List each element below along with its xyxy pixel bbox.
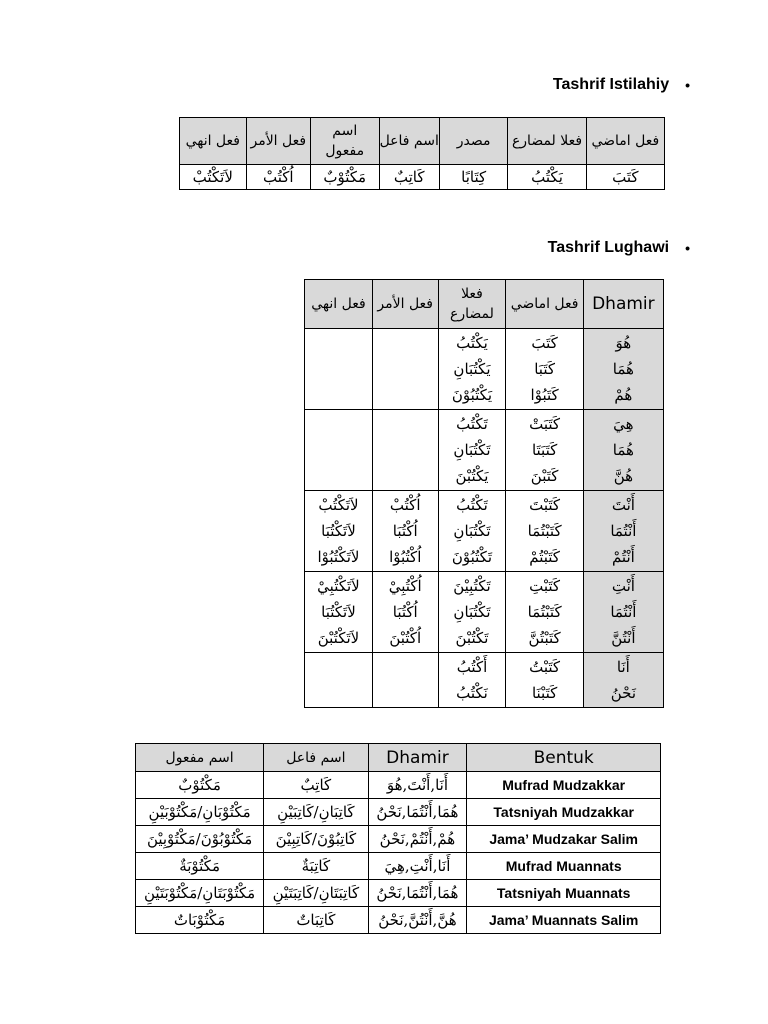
dhamir-cell [583,329,663,410]
dhamir-cell [583,572,663,653]
header-cell: فعل الأمر [372,280,438,329]
header-cell: Dhamir [583,280,663,329]
table-header-row [305,280,664,329]
header-cell: اسم مفعول [136,744,264,772]
cell-line [305,680,372,706]
nahi-cell [305,329,373,410]
table-cell: مَكْتُوْبَاتٌ [136,907,264,934]
header-cell: فعل اماضي [586,118,664,165]
cell-line: هُوَ [615,334,632,352]
table-row [305,329,664,410]
cell-line: هِيَ [613,415,634,433]
amr-cell [372,572,438,653]
table-cell: مَكْتُوْبُوْنَ/مَكْتُوْبِيْنَ [136,826,264,853]
cell-line: كَتَبْنَا [531,684,558,702]
nahi-cell [305,653,373,708]
header-cell: فعل انهي [305,280,373,329]
bullet-icon: • [685,240,690,256]
tashrif-istilahiy-table [179,117,665,190]
cell-line: كَتَبْتُمْ [529,548,560,566]
cell-line [305,356,372,382]
table-cell: كِتَابًا [439,165,507,190]
cell-line [305,382,372,408]
cell-line [305,330,372,356]
cell-line: هُنَّ [613,467,634,485]
cell-line: يَكْتُبُ [456,334,488,352]
cell-line: اُكْتُبَا [392,522,418,540]
nahi-cell [305,572,373,653]
section-heading-lughawi [548,239,690,257]
table-cell: كَاتِبَةٌ [264,853,368,880]
table-row [136,880,661,907]
cell-line: كَتَبَتَا [531,441,558,459]
table-row [136,826,661,853]
amr-cell [372,329,438,410]
madhi-cell [506,491,583,572]
cell-line: اُكْتُبِيْ [388,577,422,595]
cell-line: تَكْتُبِيْنَ [453,577,491,595]
header-cell: اسم فاعل [379,118,439,165]
cell-line: تَكْتُبَانِ [453,522,491,540]
bullet-icon: • [685,77,690,93]
cell-line: هُمَا [612,360,634,378]
table-cell: هُمَا,أَنْتُمَا,نَحْنُ [368,799,467,826]
header-cell: فعلا لمضارع [438,280,506,329]
cell-line [373,411,438,437]
cell-line: أَنْتِ [611,577,635,595]
cell-line: نَحْنُ [610,684,637,702]
cell-line [373,330,438,356]
header-cell: Dhamir [368,744,467,772]
table-cell: كَاتِبَانِ/كَاتِبَيْنِ [264,799,368,826]
amr-cell [372,491,438,572]
cell-line: تَكْتُبَانِ [453,603,491,621]
cell-line: أَنْتُمَا [610,522,637,540]
table-cell: Mufrad Muannats [467,853,661,880]
header-cell: فعل الأمر [246,118,310,165]
table-row [305,572,664,653]
table-cell: كَاتِبٌ [264,772,368,799]
table-row [180,165,665,190]
cell-line: تَكْتُبُ [456,415,488,433]
table-cell: مَكْتُوْبٌ [136,772,264,799]
table-header-row [180,118,665,165]
table-row [305,410,664,491]
amr-cell [372,653,438,708]
cell-line: يَكْتُبُوْنَ [451,386,493,404]
table-cell: لاَتَكْتُبْ [180,165,247,190]
cell-line: كَتَبْتُمَا [527,522,562,540]
section-heading-istilahiy [553,76,690,94]
cell-line [373,654,438,680]
cell-line: أَنْتُمَا [610,603,637,621]
table-cell: Tatsniyah Mudzakkar [467,799,661,826]
cell-line: لاَتَكْتُبُوْا [317,548,360,566]
table-cell: اُكْتُبْ [246,165,310,190]
table-cell: يَكْتُبُ [508,165,586,190]
header-cell: اسم مفعول [310,118,379,165]
table-row [136,799,661,826]
table-cell: مَكْتُوْبٌ [310,165,379,190]
section-title: Tashrif Istilahiy [552,76,670,93]
cell-line: أَكْتُبُ [456,658,488,676]
table-row [305,491,664,572]
cell-line: اُكْتُبْ [389,496,421,514]
header-cell: فعل اماضي [506,280,583,329]
table-cell: كَاتِبُوْنَ/كَاتِبِيْنَ [264,826,368,853]
cell-line: لاَتَكْتُبِيْ [317,577,360,595]
table-cell: مَكْتُوْبَتَانِ/مَكْتُوْبَتَيْنِ [136,880,264,907]
cell-line [373,463,438,489]
header-cell: اسم فاعل [264,744,368,772]
cell-line: تَكْتُبْنَ [455,629,489,647]
nahi-cell [305,410,373,491]
cell-line [373,356,438,382]
table-row [136,907,661,934]
table-cell: هُمْ,أَنْتُمْ,نَحْنُ [368,826,467,853]
table-row [136,772,661,799]
cell-line [305,654,372,680]
cell-line: نَكْتُبُ [456,684,488,702]
section-title: Tashrif Lughawi [547,239,670,256]
table-cell: هُنَّ,أَنْتُنَّ,نَحْنُ [368,907,467,934]
cell-line: كَتَبُوْا [530,386,559,404]
dhamir-cell [583,653,663,708]
table-cell: Jama’ Mudzakar Salim [467,826,661,853]
cell-line: لاَتَكْتُبْ [318,496,359,514]
tashrif-lughawi-table [304,279,664,708]
madhi-cell [506,653,583,708]
amr-cell [372,410,438,491]
cell-line: لاَتَكْتُبَا [321,522,356,540]
table-cell: Tatsniyah Muannats [467,880,661,907]
cell-line: كَتَبْتُنَّ [528,629,561,647]
table-cell: هُمَا,أَنْتُمَا,نَحْنُ [368,880,467,907]
cell-line: اُكْتُبَا [392,603,418,621]
madhi-cell [506,329,583,410]
dhamir-cell [583,491,663,572]
cell-line: تَكْتُبُ [456,496,488,514]
cell-line: كَتَبْنَ [530,467,559,485]
table-cell: كَاتِبَاتٌ [264,907,368,934]
cell-line [305,463,372,489]
table-cell: Jama’ Muannats Salim [467,907,661,934]
madhi-cell [506,572,583,653]
cell-line: أَنْتَ [611,496,635,514]
cell-line: لاَتَكْتُبْنَ [317,629,360,647]
mudhari-cell [438,491,506,572]
cell-line: كَتَبَا [534,360,555,378]
mudhari-cell [438,653,506,708]
header-cell: Bentuk [467,744,661,772]
cell-line: يَكْتُبَانِ [453,360,491,378]
table-cell: مَكْتُوْبَةٌ [136,853,264,880]
cell-line: اُكْتُبُوْا [389,548,422,566]
mudhari-cell [438,329,506,410]
table-cell: كَاتِبٌ [379,165,439,190]
cell-line: هُمْ [614,386,633,404]
header-cell: فعلا لمضارع [508,118,586,165]
cell-line: كَتَبْتُ [529,658,561,676]
cell-line: كَتَبَ [531,334,558,352]
cell-line: تَكْتُبُوْنَ [451,548,493,566]
table-cell: أَنَا,أَنْتَ,هُوَ [368,772,467,799]
cell-line [373,680,438,706]
header-cell: فعل انهي [180,118,247,165]
table-row [136,853,661,880]
cell-line [305,437,372,463]
cell-line [373,437,438,463]
cell-line: تَكْتُبَانِ [453,441,491,459]
table-cell: كَتَبَ [586,165,664,190]
cell-line: اُكْتُبْنَ [389,629,422,647]
table-cell: مَكْتُوْبَانِ/مَكْتُوْبَيْنِ [136,799,264,826]
cell-line [305,411,372,437]
table-cell: أَنَا,أَنْتِ,هِيَ [368,853,467,880]
madhi-cell [506,410,583,491]
table-cell: كَاتِبَتَانِ/كَاتِبَتَيْنِ [264,880,368,907]
nahi-cell [305,491,373,572]
cell-line: كَتَبْتَ [529,496,561,514]
header-cell: مصدر [439,118,507,165]
cell-line: أَنْتُمْ [611,548,635,566]
cell-line: كَتَبَتْ [529,415,561,433]
cell-line: كَتَبْتِ [529,577,561,595]
ism-fail-maful-table [135,743,661,934]
cell-line: يَكْتُبْنَ [455,467,489,485]
cell-line: كَتَبْتُمَا [527,603,562,621]
mudhari-cell [438,410,506,491]
table-header-row [136,744,661,772]
cell-line: هُمَا [612,441,634,459]
dhamir-cell [583,410,663,491]
cell-line: أَنَا [616,658,630,676]
table-cell: Mufrad Mudzakkar [467,772,661,799]
mudhari-cell [438,572,506,653]
table-row [305,653,664,708]
cell-line: لاَتَكْتُبَا [321,603,356,621]
cell-line: أَنْتُنَّ [611,629,636,647]
cell-line [373,382,438,408]
